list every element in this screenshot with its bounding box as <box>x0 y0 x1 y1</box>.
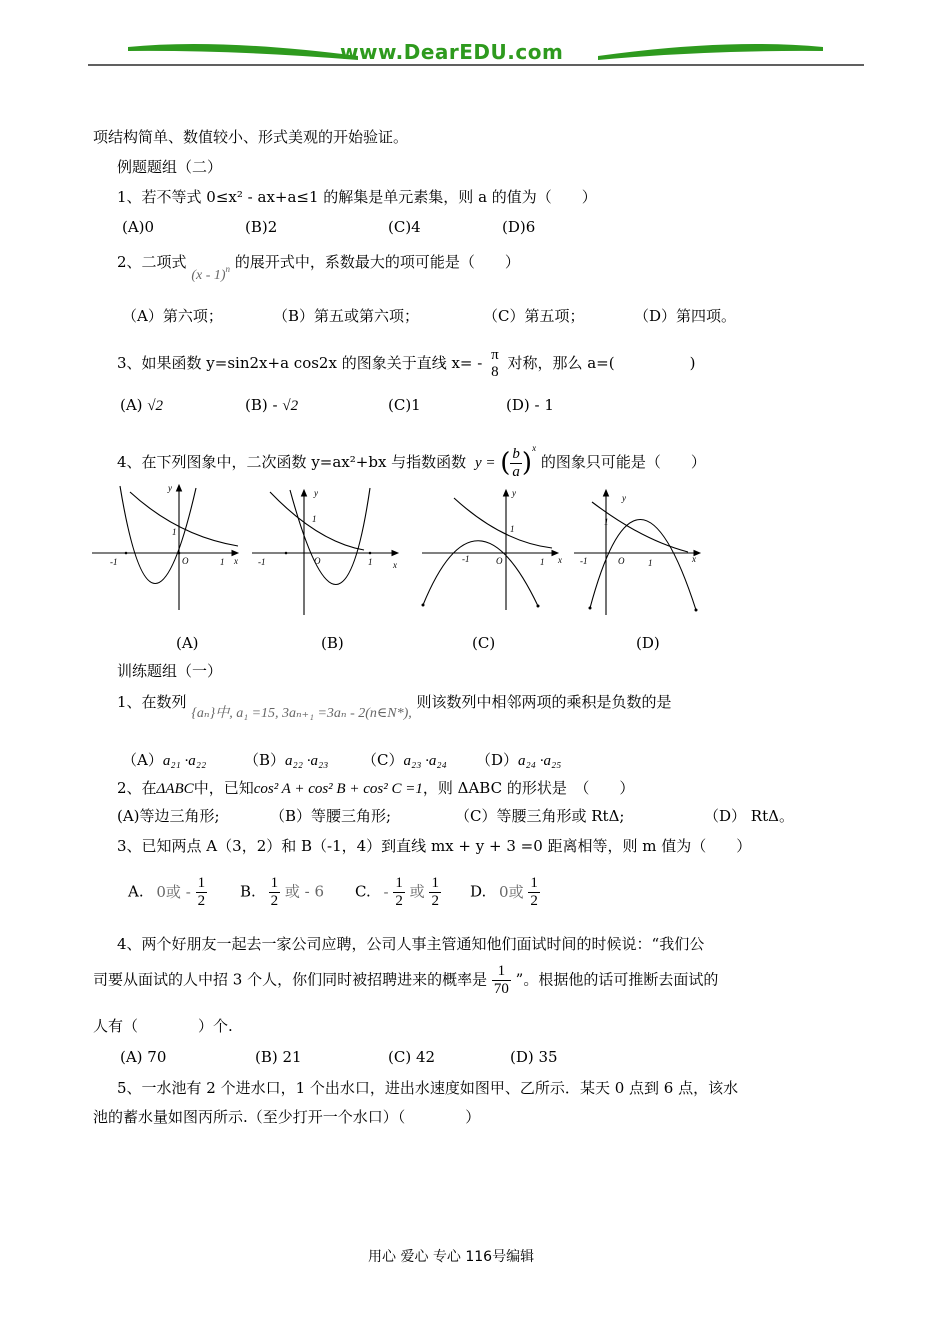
q4-graphs <box>88 480 708 620</box>
q3-option-a: (A) √2 <box>120 396 164 414</box>
svg-text:x: x <box>692 554 696 564</box>
svg-text:1: 1 <box>220 557 225 567</box>
training-3: 3、已知两点 A（3，2）和 B（-1，4）到直线 mx + y + 3 =0 距离相等，则 m 值为（ ） <box>117 837 752 855</box>
svg-text:O: O <box>314 556 321 566</box>
q1-option-c: (C)4 <box>388 218 421 236</box>
training-5-line-1: 5、一水池有 2 个进水口，1 个出水口，进出水速度如图甲、乙所示．某天 0 点到 6 点，该水 <box>117 1079 739 1097</box>
svg-text:x: x <box>558 555 562 565</box>
graph-label-b: (B) <box>321 634 344 652</box>
question-4: 4、在下列图象中，二次函数 y=ax²+bx 与指数函数 y = ( $\frac{b}{a}$ )$^x$ 的图象只可能是（ ） <box>117 443 706 480</box>
t4-option-c: (C) 42 <box>388 1048 436 1066</box>
training-2: 2、在ΔABC中，已知cos² A + cos² B + cos² C =1，则 ΔABC 的形状是 （ ） <box>117 779 635 797</box>
q1-option-a: (A)0 <box>122 218 155 236</box>
svg-text:1: 1 <box>510 524 515 534</box>
section-title-training: 训练题组（一） <box>117 662 223 680</box>
q3-option-b: (B) - √2 <box>245 396 299 414</box>
training-5-line-2: 池的蓄水量如图丙所示.（至少打开一个水口）（ ） <box>93 1108 481 1126</box>
graph-label-c: (C) <box>472 634 496 652</box>
svg-text:1: 1 <box>540 557 545 567</box>
graph-d <box>574 490 700 615</box>
q1-option-b: (B)2 <box>245 218 278 236</box>
graph-label-a: (A) <box>176 634 199 652</box>
svg-text:1: 1 <box>368 557 373 567</box>
svg-text:1: 1 <box>172 527 177 537</box>
svg-text:1: 1 <box>604 517 609 527</box>
graph-a <box>92 485 238 610</box>
footer: 用心 爱心 专心 116号编辑 <box>368 1249 535 1265</box>
svg-text:y: y <box>168 483 172 493</box>
left-swoosh <box>128 44 358 60</box>
graph-c <box>422 490 558 610</box>
svg-text:-1: -1 <box>110 557 118 567</box>
svg-text:O: O <box>618 556 625 566</box>
t1-option-c: （C）a₂₃ ·a₂₄ <box>362 751 447 769</box>
t4-option-a: (A) 70 <box>120 1048 167 1066</box>
question-2: 2、二项式 (x - 1)$^n$ 的展开式中，系数最大的项可能是（ ） <box>117 253 520 283</box>
q2-binomial: (x - 1)$^n$ <box>191 264 231 283</box>
t2-option-c: （C）等腰三角形或 RtΔ; <box>455 807 625 825</box>
t1-option-a: （A）a₂₁ ·a₂₂ <box>122 751 207 769</box>
q2-option-c: （C）第五项； <box>483 307 585 325</box>
graph-label-d: (D) <box>636 634 660 652</box>
question-1: 1、若不等式 0≤x² - ax+a≤1 的解集是单元素集，则 a 的值为（ ） <box>117 188 597 206</box>
right-swoosh <box>598 44 823 60</box>
svg-text:-1: -1 <box>580 556 588 566</box>
t4-option-b: (B) 21 <box>255 1048 302 1066</box>
training-1: 1、在数列 {aₙ}中, a₁ =15, 3aₙ₊₁ =3aₙ - 2(n∈N*), 则该数列中相邻两项的乘积是负数的是 <box>117 693 672 721</box>
training-4-line-2: 司要从面试的人中招 3 个人，你们同时被招聘进来的概率是 $\frac{1}{70}$ ”。根据他的话可推断去面试的 <box>93 963 719 997</box>
graph-b <box>252 488 398 615</box>
q1-option-d: (D)6 <box>502 218 536 236</box>
t1-option-d: （D）a₂₄ ·a₂₅ <box>476 751 562 769</box>
t2-option-b: （B）等腰三角形; <box>270 807 392 825</box>
svg-text:y: y <box>314 488 318 498</box>
t3-option-d: D. 0或 $\frac{1}{2}$ <box>470 875 538 909</box>
t1-option-b: （B）a₂₂ ·a₂₃ <box>244 751 329 769</box>
question-3: 3、如果函数 y=sin2x+a cos2x 的图象关于直线 x= - π 8 对称，那么 a=( ) <box>117 347 696 380</box>
t4-option-d: (D) 35 <box>510 1048 558 1066</box>
t2-option-a: (A)等边三角形; <box>117 807 220 825</box>
q2-option-a: （A）第六项； <box>122 307 223 325</box>
svg-text:y: y <box>512 488 516 498</box>
training-4-line-1: 4、两个好朋友一起去一家公司应聘，公司人事主管通知他们面试时间的时候说：“我们公 <box>117 935 705 953</box>
t3-option-a: A. 0或 - $\frac{1}{2}$ <box>128 875 206 909</box>
q3-option-c: (C)1 <box>388 396 421 414</box>
svg-text:1: 1 <box>648 558 653 568</box>
q3-option-d: (D) - 1 <box>506 396 554 414</box>
t3-option-b: B. $\frac{1}{2}$ 或 - 6 <box>240 875 325 909</box>
svg-text:O: O <box>182 556 189 566</box>
t2-option-d: （D） RtΔ。 <box>704 807 794 825</box>
svg-text:-1: -1 <box>462 554 470 564</box>
intro-line: 项结构简单、数值较小、形式美观的开始验证。 <box>93 128 409 146</box>
svg-text:y: y <box>622 493 626 503</box>
section-title-examples: 例题题组（二） <box>117 158 223 176</box>
training-4-line-3: 人有（ ）个. <box>93 1017 233 1035</box>
q2-option-d: （D）第四项。 <box>634 307 737 325</box>
svg-text:x: x <box>234 556 238 566</box>
t3-option-c: C. - $\frac{1}{2}$ 或 $\frac{1}{2}$ <box>355 875 439 909</box>
svg-text:O: O <box>496 556 503 566</box>
logo-text: www.DearEDU.com <box>340 40 564 64</box>
svg-text:x: x <box>393 560 397 570</box>
svg-text:-1: -1 <box>258 557 266 567</box>
svg-text:1: 1 <box>312 514 317 524</box>
q3-fraction: π 8 <box>491 347 499 380</box>
q2-option-b: （B）第五或第六项； <box>273 307 420 325</box>
